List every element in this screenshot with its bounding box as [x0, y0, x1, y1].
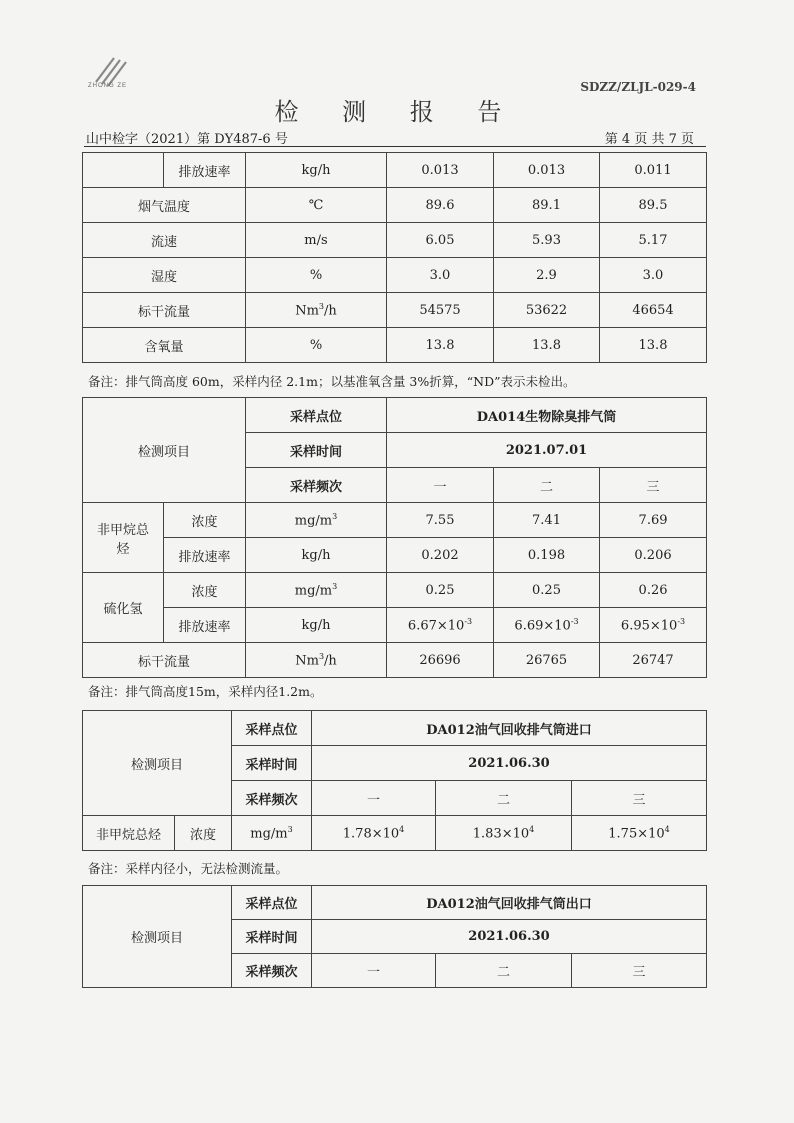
header-label: 采样频次: [246, 468, 387, 503]
header-label: 采样点位: [246, 398, 387, 433]
frequency-cell: 二: [436, 781, 572, 816]
unit-cell: $mg/m^3$: [246, 503, 387, 538]
value-cell: 5.17: [600, 223, 707, 258]
value-cell: $6.95\times 10^{-3}$: [600, 608, 707, 643]
header-label: 采样点位: [232, 711, 312, 746]
unit-cell: $mg/m^3$: [232, 816, 312, 851]
value-cell: 13.8: [600, 328, 707, 363]
sampling-date: 2021.07.01: [387, 433, 707, 468]
unit-cell: kg/h: [246, 538, 387, 573]
unit-cell: kg/h: [246, 153, 387, 188]
row-label: 标干流量: [83, 643, 246, 678]
unit-cell: Nm$^3$/h: [246, 643, 387, 678]
value-cell: 54575: [387, 293, 494, 328]
value-cell: 26765: [494, 643, 600, 678]
value-cell: 53622: [494, 293, 600, 328]
row-label: 排放速率: [164, 153, 246, 188]
row-label: 流速: [83, 223, 246, 258]
header-label: 采样时间: [232, 746, 312, 781]
results-table-4: [82, 885, 707, 988]
table-row: [83, 608, 707, 643]
results-table-3: [82, 710, 707, 851]
table-row: [83, 573, 707, 608]
value-cell: $6.67\times 10^{-3}$: [387, 608, 494, 643]
table-row: [83, 188, 707, 223]
table-row: [83, 503, 707, 538]
item-label: 检测项目: [83, 711, 232, 816]
value-cell: 0.198: [494, 538, 600, 573]
row-label: 标干流量: [83, 293, 246, 328]
unit-cell: $mg/m^3$: [246, 573, 387, 608]
report-number: 山中检字（2021）第 DY487-6 号: [86, 132, 288, 147]
results-table-1: [82, 152, 707, 363]
frequency-cell: 三: [572, 781, 707, 816]
frequency-cell: 二: [494, 468, 600, 503]
table-row: [83, 328, 707, 363]
header-label: 采样时间: [232, 920, 312, 954]
row-label: 含氧量: [83, 328, 246, 363]
row-label: 烟气温度: [83, 188, 246, 223]
value-cell: 89.6: [387, 188, 494, 223]
value-cell: 0.013: [387, 153, 494, 188]
group-label: 硫化氢: [83, 573, 164, 643]
row-label: 浓度: [175, 816, 232, 851]
header-label: 采样频次: [232, 781, 312, 816]
value-cell: 7.55: [387, 503, 494, 538]
table-row: [83, 816, 707, 851]
value-cell: 0.26: [600, 573, 707, 608]
table-row: [83, 643, 707, 678]
value-cell: 13.8: [494, 328, 600, 363]
value-cell: $1.83\times 10^4$: [436, 816, 572, 851]
item-label: 检测项目: [83, 886, 232, 988]
item-label: 检测项目: [83, 398, 246, 503]
table-row: [83, 293, 707, 328]
table-row: [83, 223, 707, 258]
value-cell: 26747: [600, 643, 707, 678]
value-cell: 13.8: [387, 328, 494, 363]
value-cell: 0.206: [600, 538, 707, 573]
value-cell: 46654: [600, 293, 707, 328]
sampling-date: 2021.06.30: [312, 746, 707, 781]
frequency-cell: 三: [600, 468, 707, 503]
unit-cell: m/s: [246, 223, 387, 258]
table-row: [83, 538, 707, 573]
value-cell: 0.25: [494, 573, 600, 608]
value-cell: $6.69\times 10^{-3}$: [494, 608, 600, 643]
header-label: 采样点位: [232, 886, 312, 920]
value-cell: 7.41: [494, 503, 600, 538]
frequency-cell: 三: [572, 954, 707, 988]
table-note: 备注：排气筒高度 60m，采样内径 2.1m；以基准氧含量 3%折算，“ND”表示未检出。: [88, 374, 576, 389]
page-number: 第 4 页 共 7 页: [604, 132, 694, 147]
sampling-date: 2021.06.30: [312, 920, 707, 954]
row-label: 浓度: [164, 573, 246, 608]
header-label: 采样频次: [232, 954, 312, 988]
value-cell: 0.202: [387, 538, 494, 573]
value-cell: 6.05: [387, 223, 494, 258]
value-cell: 2.9: [494, 258, 600, 293]
table-note: 备注：采样内径小，无法检测流量。: [88, 861, 289, 876]
frequency-cell: 二: [436, 954, 572, 988]
row-label: 排放速率: [164, 538, 246, 573]
value-cell: 5.93: [494, 223, 600, 258]
group-label: 非甲烷总烃: [83, 503, 164, 573]
unit-cell: kg/h: [246, 608, 387, 643]
value-cell: 3.0: [600, 258, 707, 293]
table-row: [83, 258, 707, 293]
sampling-point: DA012油气回收排气筒出口: [312, 886, 707, 920]
value-cell: 3.0: [387, 258, 494, 293]
frequency-cell: 一: [387, 468, 494, 503]
value-cell: 0.013: [494, 153, 600, 188]
value-cell: 89.5: [600, 188, 707, 223]
results-table-2: [82, 397, 707, 678]
value-cell: $1.75\times 10^4$: [572, 816, 707, 851]
unit-cell: ℃: [246, 188, 387, 223]
row-label: 排放速率: [164, 608, 246, 643]
sampling-point: DA012油气回收排气筒进口: [312, 711, 707, 746]
group-label: 非甲烷总烃: [83, 816, 175, 851]
value-cell: $1.78\times 10^4$: [312, 816, 436, 851]
frequency-cell: 一: [312, 781, 436, 816]
frequency-cell: 一: [312, 954, 436, 988]
table-note: 备注：排气筒高度15m，采样内径1.2m。: [88, 684, 323, 699]
unit-cell: %: [246, 258, 387, 293]
sampling-point: DA014生物除臭排气筒: [387, 398, 707, 433]
value-cell: 7.69: [600, 503, 707, 538]
header-label: 采样时间: [246, 433, 387, 468]
empty-cell: [83, 153, 164, 188]
value-cell: 0.011: [600, 153, 707, 188]
row-label: 浓度: [164, 503, 246, 538]
table-row: [83, 153, 707, 188]
row-label: 湿度: [83, 258, 246, 293]
value-cell: 0.25: [387, 573, 494, 608]
value-cell: 89.1: [494, 188, 600, 223]
unit-cell: %: [246, 328, 387, 363]
header-divider: [84, 146, 706, 147]
page-title: 检 测 报 告: [274, 98, 520, 126]
value-cell: 26696: [387, 643, 494, 678]
unit-cell: Nm$^3$/h: [246, 293, 387, 328]
logo-text: ZHONG ZE: [88, 83, 127, 89]
document-code: SDZZ/ZLJL-029-4: [580, 80, 696, 94]
